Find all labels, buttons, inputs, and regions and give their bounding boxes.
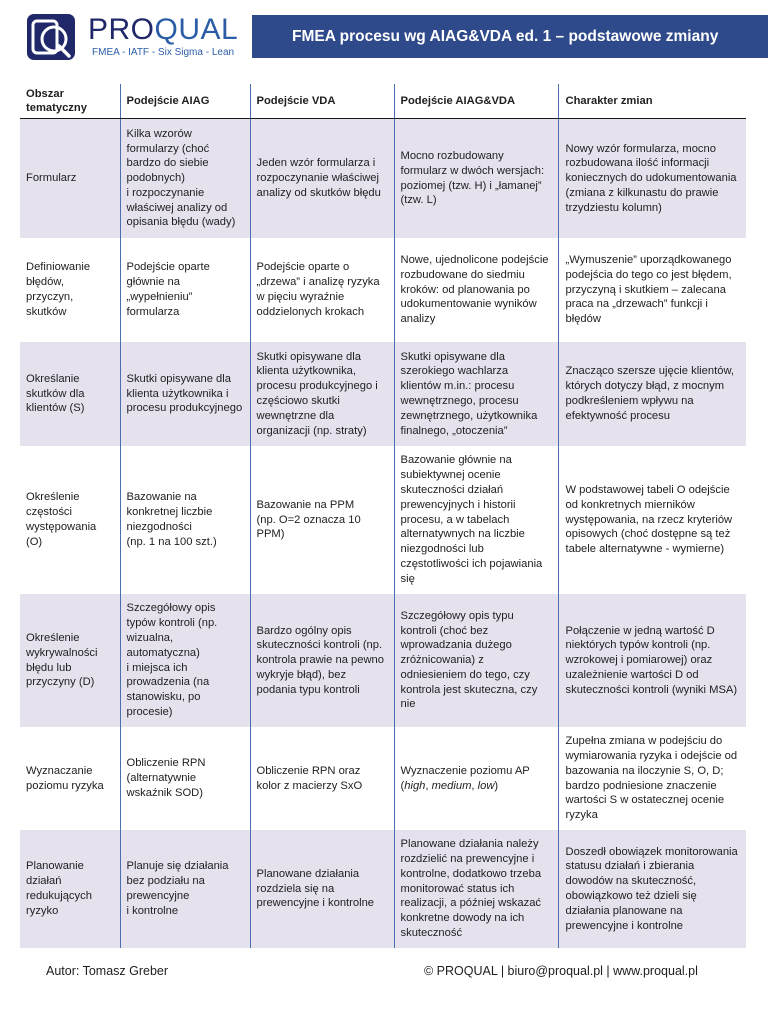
cell-topic: Określanie skutków dla klientów (S)	[20, 342, 120, 446]
column-header-topic: Obszar tematyczny	[20, 84, 120, 119]
cell-aiag-vda: Szczegółowy opis typu kontroli (choć bez wprowadzania dużego zróżnicowania) z odniesieniem do tego, czy kontrola jest skuteczna, czy nie	[394, 594, 558, 727]
cell-vda: Planowane działania rozdziela się na prewencyjne i kontrolne	[250, 830, 394, 948]
table-row	[20, 119, 746, 239]
cell-aiag: Planuje się działania bez podziału na prewencyjne i kontrolne	[120, 830, 250, 948]
cell-aiag: Bazowanie na konkretnej liczbie niezgodności (np. 1 na 100 szt.)	[120, 446, 250, 594]
cell-topic: Określenie wykrywalności błędu lub przyczyny (D)	[20, 594, 120, 727]
cell-changes: „Wymuszenie” uporządkowanego podejścia do tego co jest błędem, przyczyną i skutkiem – zalecana praca na „drzewach” funkcji i błędów	[558, 238, 746, 342]
cell-aiag: Szczegółowy opis typów kontroli (np. wizualna, automatyczna) i miejsca ich prowadzenia (na stanowisku, po procesie)	[120, 594, 250, 727]
cell-changes: Zupełna zmiana w podejściu do wymiarowania ryzyka i odejście od bazowania na iloczynie S, O, D; bardzo podniesione znaczenie wartości S w ostatecznej ocenie ryzyka	[558, 727, 746, 830]
proqual-logo[interactable]	[26, 13, 266, 63]
cell-aiag-vda: Skutki opisywane dla szerokiego wachlarza klientów m.in.: procesu wewnętrznego, procesu zewnętrznego, użytkownika finalnego, „otoczenia”	[394, 342, 558, 446]
footer-contact[interactable]: © PROQUAL | biuro@proqual.pl | www.proqual.pl	[424, 964, 698, 978]
logo-wordmark-qual: QUAL	[154, 13, 239, 46]
ap-close-paren: )	[494, 779, 499, 792]
cell-topic: Określenie częstości występowania (O)	[20, 446, 120, 594]
cell-vda: Bazowanie na PPM (np. O=2 oznacza 10 PPM)	[250, 446, 394, 594]
footer-author: Autor: Tomasz Greber	[46, 964, 169, 978]
logo-tagline: FMEA - IATF - Six Sigma - Lean	[92, 47, 235, 58]
cell-aiag-vda: Bazowanie głównie na subiektywnej ocenie skuteczności działań prewencyjnych i historii procesu, a w tabelach alternatywnych na liczbie niezgodności lub częstotliwości ich pojawiania się	[394, 446, 558, 594]
cell-vda: Skutki opisywane dla klienta użytkownika, procesu produkcyjnego i częściowo skutki wewnętrzne dla organizacji (np. straty)	[250, 342, 394, 446]
cell-aiag-vda: Mocno rozbudowany formularz w dwóch wersjach: poziomej (tzw. H) i „łamanej” (tzw. L)	[394, 119, 558, 239]
table-row	[20, 446, 746, 594]
table-row	[20, 594, 746, 727]
table-header-row	[20, 84, 746, 119]
page-title: FMEA procesu wg AIAG&VDA ed. 1 – podstawowe zmiany	[252, 15, 768, 58]
cell-vda: Obliczenie RPN oraz kolor z macierzy SxO	[250, 727, 394, 830]
cell-aiag: Podejście oparte głównie na „wypełnieniu” formularza	[120, 238, 250, 342]
cell-topic: Definiowanie błędów, przyczyn, skutków	[20, 238, 120, 342]
cell-aiag-vda	[394, 727, 558, 830]
table-row	[20, 238, 746, 342]
comparison-table	[20, 84, 746, 948]
ap-level-high: high	[404, 779, 426, 792]
cell-aiag-vda: Planowane działania należy rozdzielić na prewencyjne i kontrolne, dodatkowo trzeba monitorować status ich realizacji, a później wskazać konkretne dowody na ich skuteczność	[394, 830, 558, 948]
cell-changes: Doszedł obowiązek monitorowania statusu działań i zbierania dowodów na skuteczność, obowiązkowo też dzieli się działania planowane na prewencyjne i kontrolne	[558, 830, 746, 948]
ap-separator: ,	[425, 779, 432, 792]
cell-aiag: Skutki opisywane dla klienta użytkownika i procesu produkcyjnego	[120, 342, 250, 446]
cell-vda: Jeden wzór formularza i rozpoczynanie właściwej analizy od skutków błędu	[250, 119, 394, 239]
proqual-logo-icon	[26, 13, 76, 61]
ap-level-medium: medium	[431, 779, 472, 792]
ap-open-paren: (	[400, 779, 405, 792]
cell-vda: Bardzo ogólny opis skuteczności kontroli (np. kontrola prawie na pewno wykryje błąd), bez podania typu kontroli	[250, 594, 394, 727]
cell-changes: Połączenie w jedną wartość D niektórych typów kontroli (np. wzrokowej i pomiarowej) oraz uzależnienie wartości D od skuteczności kontroli (wyniki MSA)	[558, 594, 746, 727]
cell-changes: Znacząco szersze ujęcie klientów, których dotyczy błąd, z mocnym podkreśleniem wpływu na efektywność procesu	[558, 342, 746, 446]
column-header-aiag-vda: Podejście AIAG&VDA	[394, 84, 558, 119]
cell-topic: Planowanie działań redukujących ryzyko	[20, 830, 120, 948]
column-header-vda: Podejście VDA	[250, 84, 394, 119]
cell-aiag-vda: Nowe, ujednolicone podejście rozbudowane do siedmiu kroków: od planowania po udokumentowanie wyników analizy	[394, 238, 558, 342]
column-header-changes: Charakter zmian	[558, 84, 746, 119]
cell-topic: Formularz	[20, 119, 120, 239]
column-header-aiag: Podejście AIAG	[120, 84, 250, 119]
table-row	[20, 727, 746, 830]
page-header	[0, 0, 768, 75]
cell-aiag: Obliczenie RPN (alternatywnie wskaźnik SOD)	[120, 727, 250, 830]
cell-topic: Wyznaczanie poziomu ryzyka	[20, 727, 120, 830]
ap-text: Wyznaczenie poziomu AP	[400, 764, 530, 777]
ap-separator: ,	[471, 779, 478, 792]
table-row	[20, 342, 746, 446]
logo-wordmark-pro: PRO	[88, 13, 155, 46]
logo-wordmark	[88, 15, 238, 45]
ap-level-low: low	[477, 779, 495, 792]
cell-changes: W podstawowej tabeli O odejście od konkretnych mierników występowania, na rzecz kryteriów opisowych (choć dostępne są też tabele alternatywne - wymierne)	[558, 446, 746, 594]
table-row	[20, 830, 746, 948]
cell-vda: Podejście oparte o „drzewa” i analizę ryzyka w pięciu wyraźnie oddzielonych krokach	[250, 238, 394, 342]
cell-aiag: Kilka wzorów formularzy (choć bardzo do siebie podobnych) i rozpoczynanie właściwej analizy od opisania błędu (wady)	[120, 119, 250, 239]
cell-changes: Nowy wzór formularza, mocno rozbudowana ilość informacji koniecznych do udokumentowania (zmiana z kilkunastu do prawie trzydziestu kolumn)	[558, 119, 746, 239]
